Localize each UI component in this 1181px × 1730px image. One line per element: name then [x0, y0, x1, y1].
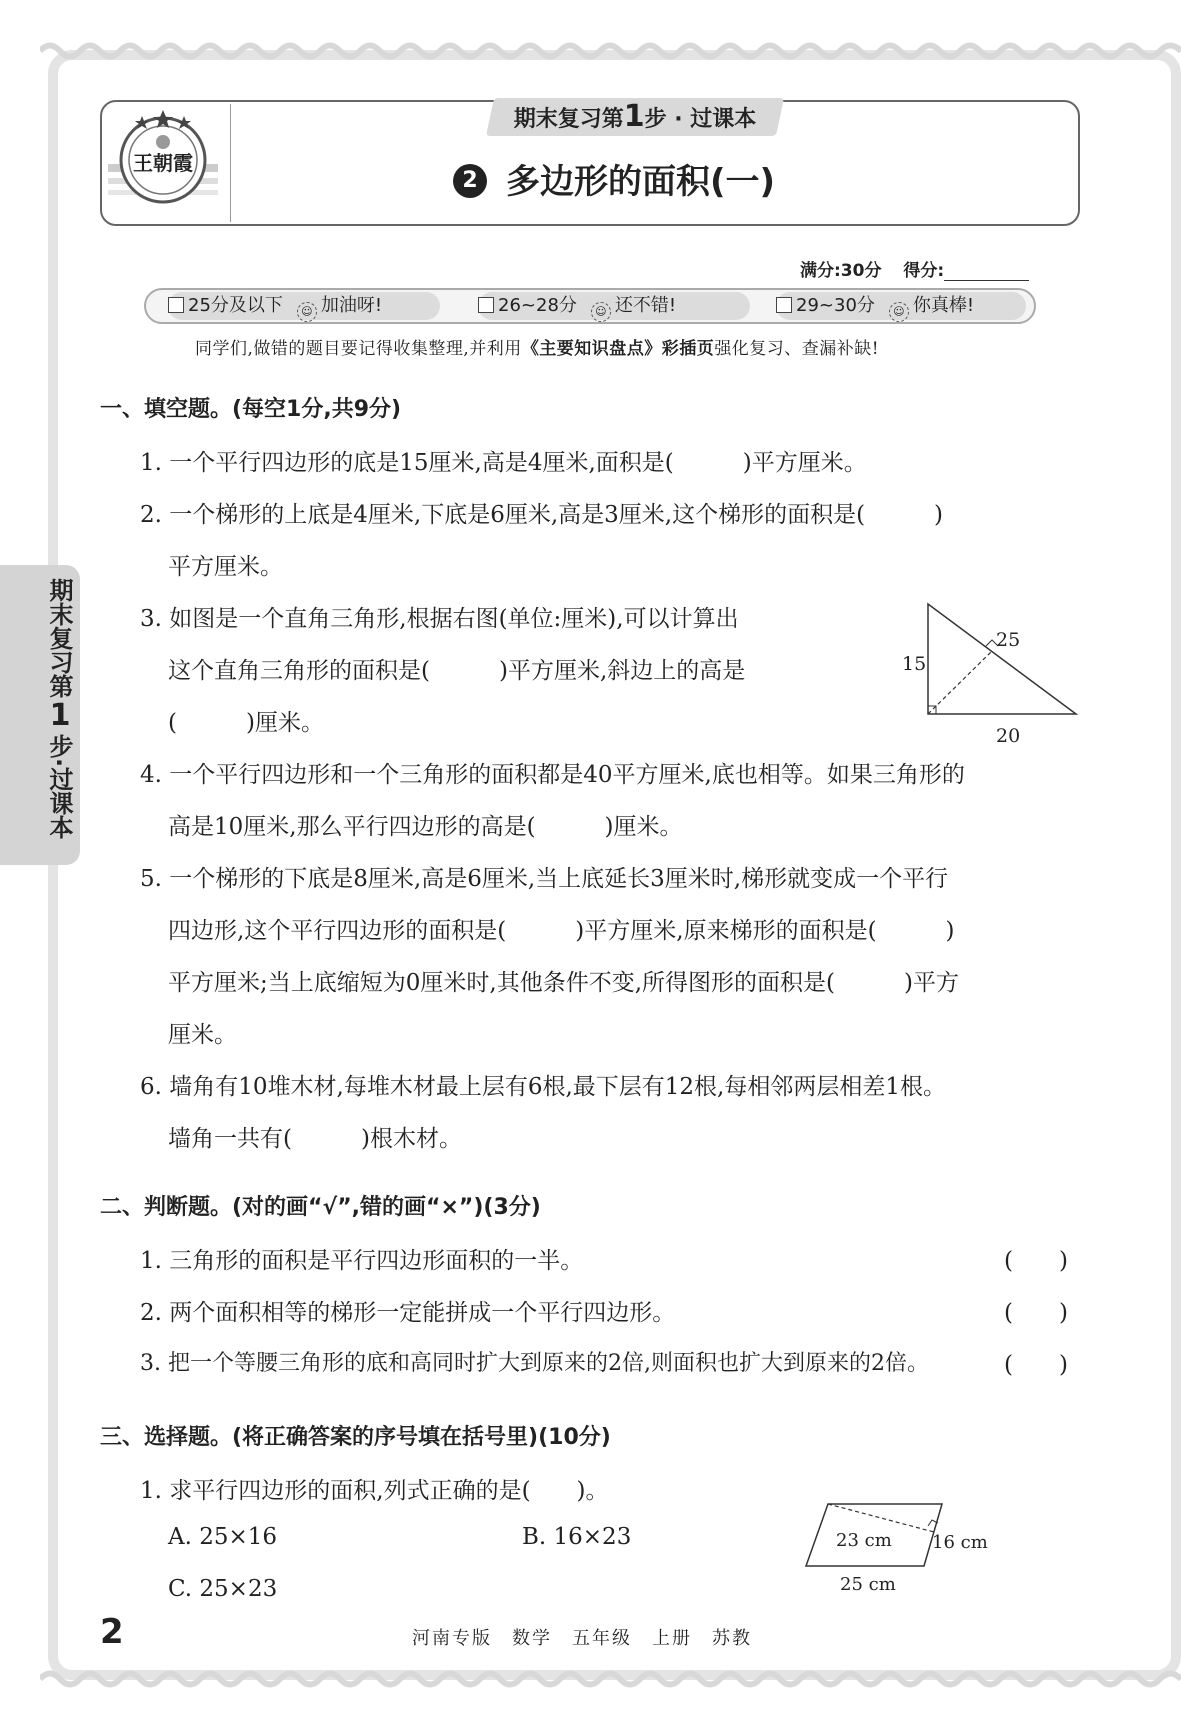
parallelogram-label-23: 23 cm: [836, 1530, 892, 1551]
wave-border-bottom: [40, 1668, 1181, 1690]
choice-option-a[interactable]: A. 25×16: [168, 1524, 278, 1550]
triangle-label-15: 15: [902, 653, 927, 675]
question-text: 四边形,这个平行四边形的面积是( )平方厘米,原来梯形的面积是( ): [168, 918, 955, 944]
rating-range: 26~28分: [498, 295, 577, 316]
question-text: 厘米。: [168, 1022, 237, 1048]
right-triangle-figure: [900, 596, 1090, 746]
answer-bracket[interactable]: ( ): [1004, 1300, 1068, 1326]
page-title: 多边形的面积(一): [506, 162, 776, 202]
question-text: 1. 三角形的面积是平行四边形面积的一半。: [140, 1248, 584, 1274]
question-text: ( )厘米。: [168, 710, 324, 736]
question-text: 平方厘米。: [168, 554, 283, 580]
wave-border-top: [40, 40, 1181, 62]
score-line: [800, 256, 1029, 281]
side-tab-line1: 期末复习第: [45, 578, 73, 698]
question-text: 高是10厘米,那么平行四边形的高是( )厘米。: [168, 814, 683, 840]
parallelogram-label-25: 25 cm: [840, 1574, 896, 1595]
question-text: 2. 两个面积相等的梯形一定能拼成一个平行四边形。: [140, 1300, 676, 1326]
rating-range: 29~30分: [796, 295, 875, 316]
section-title-multiple-choice: 三、选择题。(将正确答案的序号填在括号里)(10分): [100, 1425, 611, 1450]
header-tab-prefix: 期末复习第: [513, 107, 624, 132]
question-text: 3. 如图是一个直角三角形,根据右图(单位:厘米),可以计算出: [140, 606, 739, 632]
svg-text:王朝霞: 王朝霞: [133, 151, 193, 175]
checkbox-icon[interactable]: [478, 297, 494, 313]
side-tab-step: 1: [49, 698, 71, 733]
header-tab-suffix: 步 · 过课本: [644, 107, 757, 132]
checkbox-icon[interactable]: [168, 297, 184, 313]
checkbox-icon[interactable]: [776, 297, 792, 313]
message-highlight: 《主要知识盘点》彩插页: [521, 339, 715, 359]
side-tab-text: [45, 578, 75, 839]
question-text: 这个直角三角形的面积是( )平方厘米,斜边上的高是: [168, 658, 746, 684]
instruction-message: [195, 334, 879, 359]
message-text: 强化复习、查漏补缺!: [714, 339, 880, 359]
section-title-true-false: 二、判断题。(对的画“√”,错的画“×”)(3分): [100, 1195, 541, 1220]
question-text: 1. 求平行四边形的面积,列式正确的是( )。: [140, 1478, 609, 1504]
question-text: 3. 把一个等腰三角形的底和高同时扩大到原来的2倍,则面积也扩大到原来的2倍。: [140, 1351, 929, 1376]
rating-option-2[interactable]: [478, 292, 750, 320]
rating-option-3[interactable]: [776, 292, 1026, 320]
answer-bracket[interactable]: ( ): [1004, 1248, 1068, 1274]
smiley-face-icon: ☺: [591, 302, 611, 322]
rating-comment: 加油呀!: [320, 295, 383, 316]
smiley-face-icon: ☺: [297, 302, 317, 322]
smiley-face-icon: ☺: [889, 302, 909, 322]
question-text: 5. 一个梯形的下底是8厘米,高是6厘米,当上底延长3厘米时,梯形就变成一个平行: [140, 866, 949, 892]
lesson-number-badge: 2: [453, 164, 487, 198]
rating-range: 25分及以下: [188, 295, 283, 316]
header-tab-step: 1: [623, 99, 645, 134]
question-text: 2. 一个梯形的上底是4厘米,下底是6厘米,高是3厘米,这个梯形的面积是( ): [140, 502, 944, 528]
full-score-label: 满分:30分: [800, 261, 882, 281]
header-divider: [230, 104, 231, 222]
brand-logo: [104, 104, 222, 222]
rating-comment: 你真棒!: [912, 295, 975, 316]
question-text: 墙角一共有( )根木材。: [168, 1126, 462, 1152]
message-text: 同学们,做错的题目要记得收集整理,并利用: [195, 339, 522, 359]
footer-text: 河南专版 数学 五年级 上册 苏教: [412, 1628, 752, 1649]
triangle-label-25: 25: [996, 629, 1021, 651]
question-text: 平方厘米;当上底缩短为0厘米时,其他条件不变,所得图形的面积是( )平方: [168, 970, 959, 996]
parallelogram-figure: [790, 1498, 1000, 1598]
score-input-blank[interactable]: [944, 264, 1029, 281]
rating-comment: 还不错!: [614, 295, 677, 316]
section-title-fill-blank: 一、填空题。(每空1分,共9分): [100, 397, 402, 422]
page-number: 2: [100, 1612, 124, 1652]
rating-option-1[interactable]: [168, 292, 440, 320]
choice-option-b[interactable]: B. 16×23: [522, 1524, 632, 1550]
side-tab-line2: 步·过课本: [45, 734, 73, 840]
question-text: 1. 一个平行四边形的底是15厘米,高是4厘米,面积是( )平方厘米。: [140, 450, 867, 476]
score-label: 得分:: [903, 261, 945, 281]
answer-bracket[interactable]: ( ): [1004, 1352, 1068, 1378]
question-text: 4. 一个平行四边形和一个三角形的面积都是40平方厘米,底也相等。如果三角形的: [140, 762, 965, 788]
header-tab: [490, 98, 780, 136]
parallelogram-label-16: 16 cm: [932, 1532, 988, 1553]
choice-option-c[interactable]: C. 25×23: [168, 1576, 278, 1602]
triangle-label-20: 20: [996, 725, 1021, 746]
question-text: 6. 墙角有10堆木材,每堆木材最上层有6根,最下层有12根,每相邻两层相差1根。: [140, 1074, 946, 1100]
